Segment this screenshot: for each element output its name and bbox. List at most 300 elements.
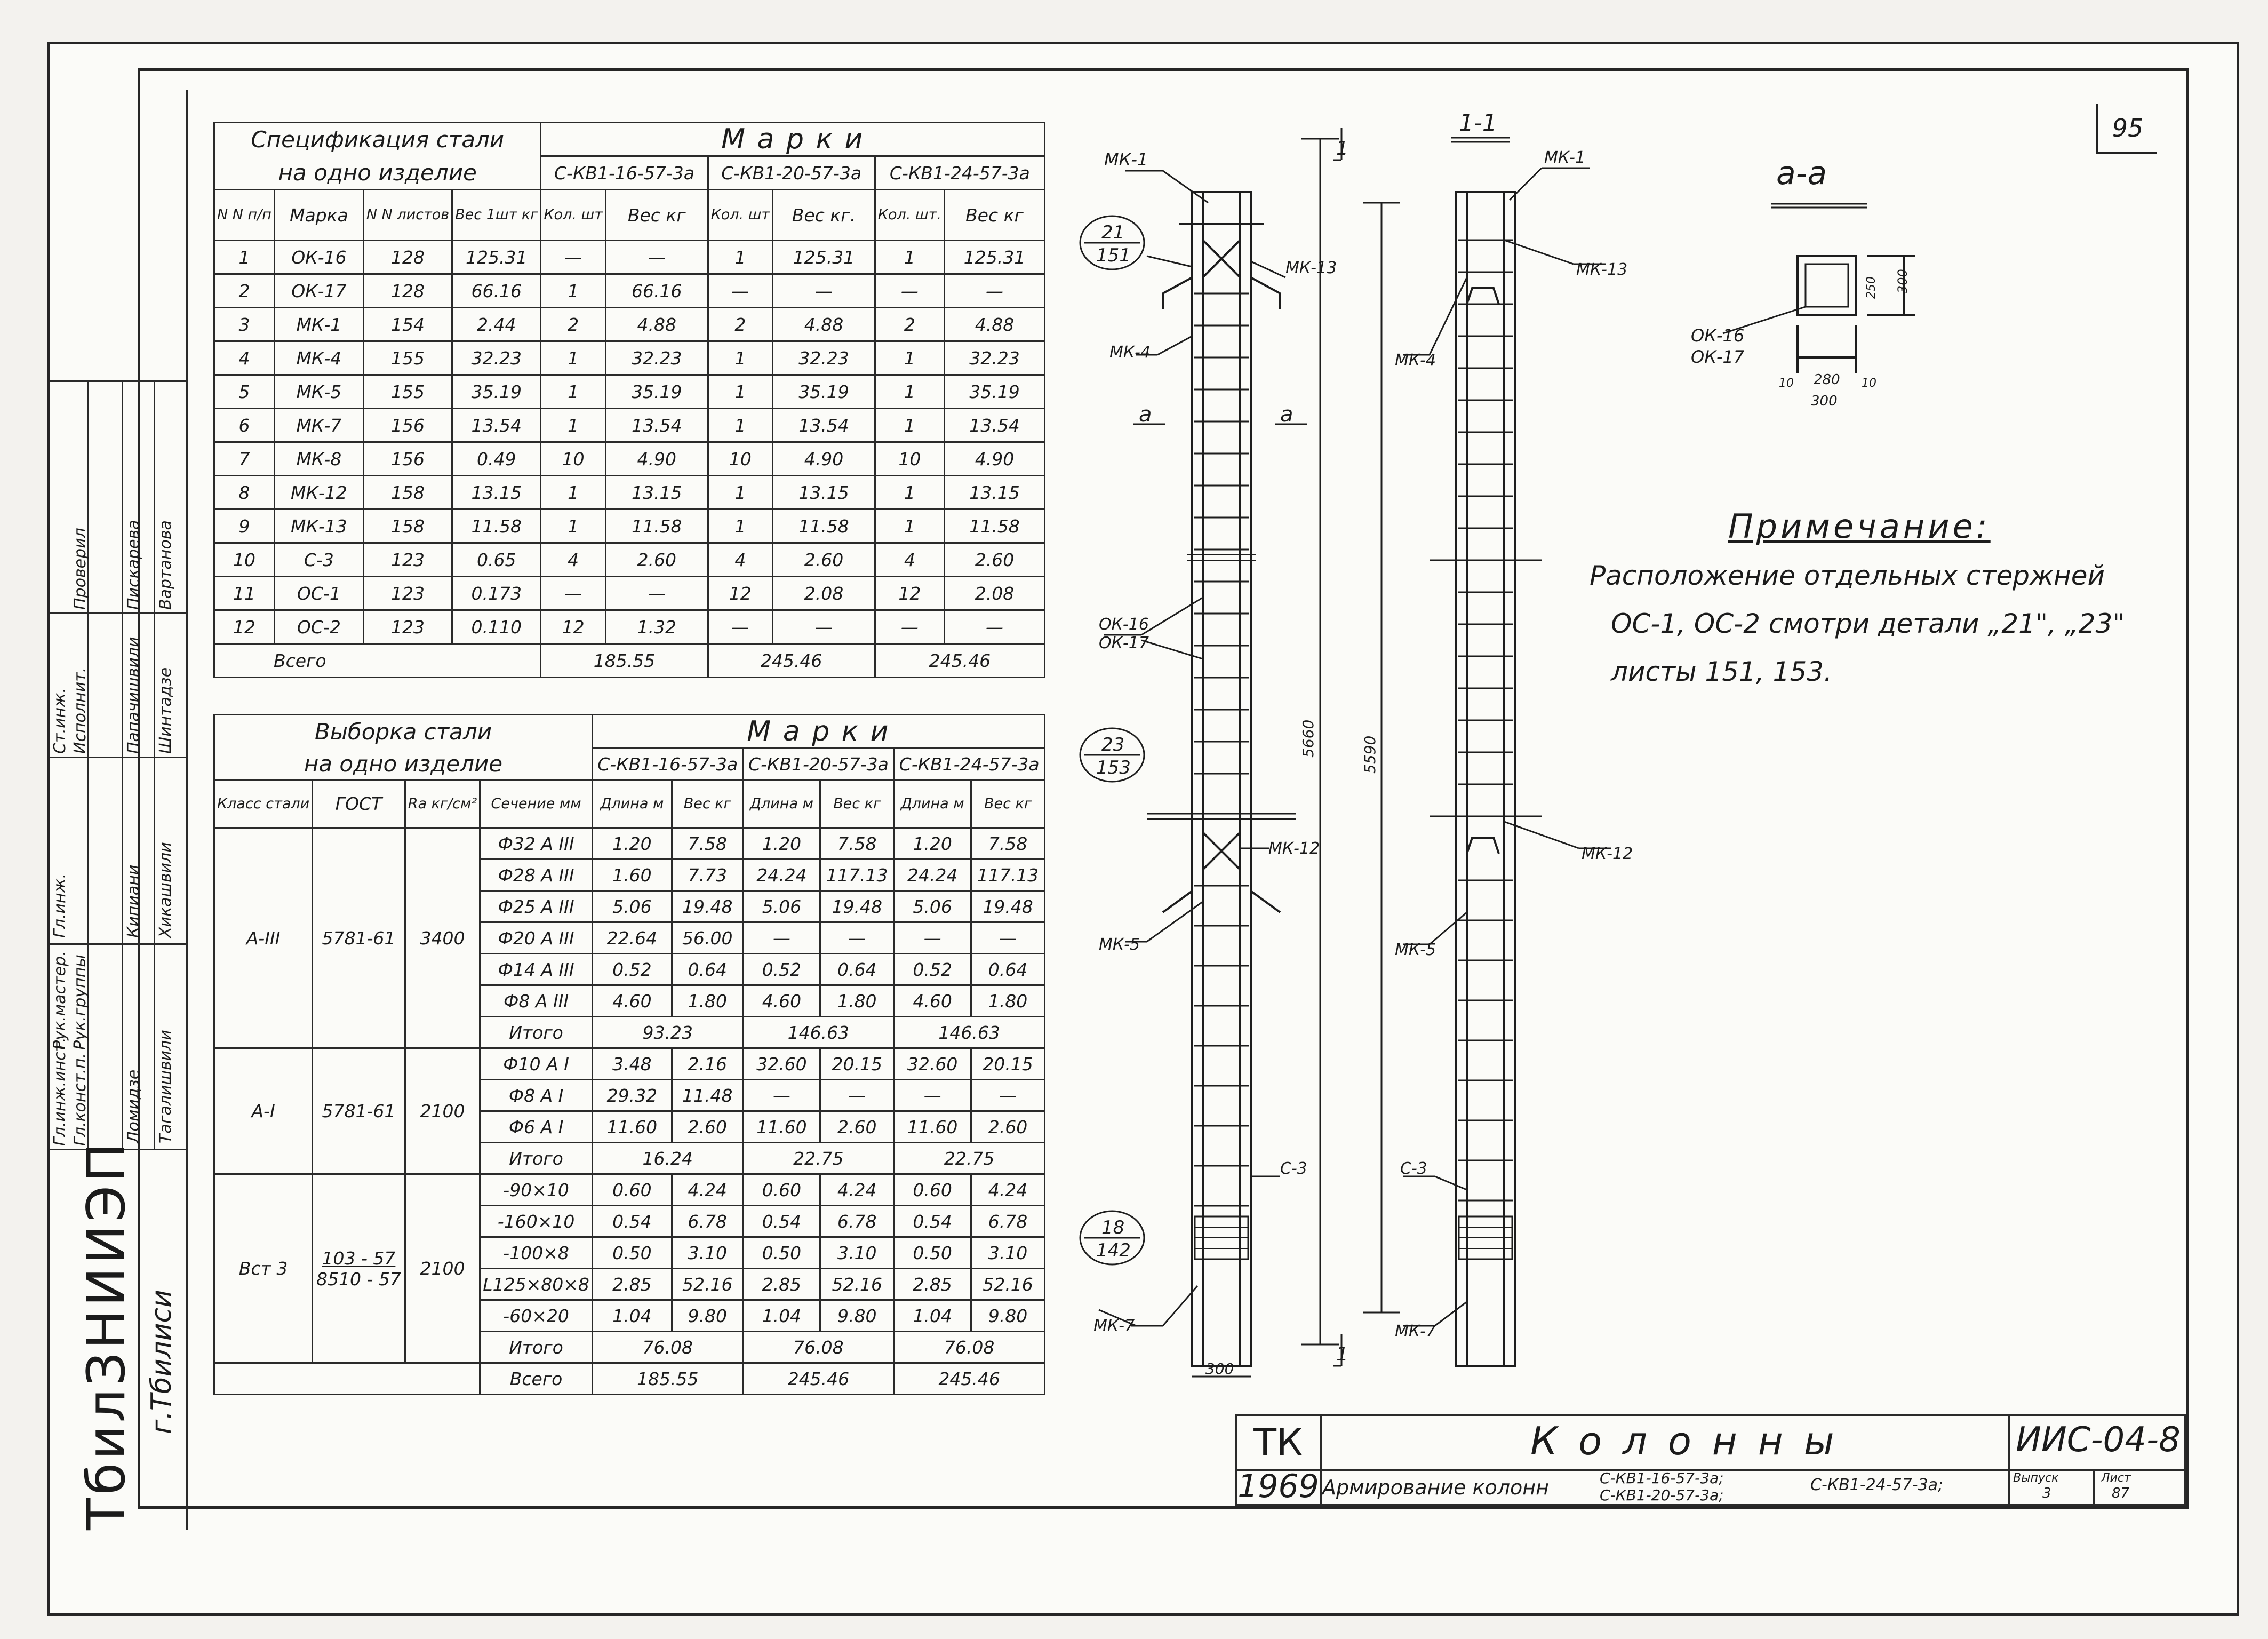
table-cell: ОС-1 (274, 577, 363, 610)
label-c3: С-3 (1400, 1159, 1427, 1178)
table-cell: — (773, 610, 875, 644)
spec-total-label: Всего (214, 644, 541, 678)
label-mk13: МК-13 (1576, 260, 1628, 279)
table-cell: — (971, 922, 1044, 954)
title-block-title: К о л о н н ы (1530, 1419, 1839, 1463)
table-cell: 0.64 (820, 954, 894, 985)
table-cell: 2.44 (452, 308, 541, 341)
table-cell: 52.16 (672, 1269, 743, 1300)
stamp-divider (154, 380, 155, 1149)
table-cell: 2.85 (743, 1269, 820, 1300)
table-cell: С-3 (274, 543, 363, 577)
table-cell: МК-1 (274, 308, 363, 341)
table-cell: 1 (875, 341, 944, 375)
table-cell: 158 (363, 510, 452, 543)
table-cell: Ф10 А I (480, 1048, 593, 1080)
section-mark-1: 1 (1336, 1343, 1348, 1365)
table-row (214, 308, 1045, 341)
table-cell: Ф25 А III (480, 891, 593, 922)
table-row (214, 375, 1045, 409)
table-cell: ОК-16 (274, 241, 363, 274)
table-cell: 5.06 (592, 891, 672, 922)
table-cell: 0.54 (894, 1206, 971, 1237)
table-cell: 1 (541, 375, 606, 409)
table-cell: 3.48 (592, 1048, 672, 1080)
table-cell: 156 (363, 442, 452, 476)
table-cell: 4.90 (605, 442, 708, 476)
label-ok17: ОК-17 (1099, 634, 1149, 653)
table-cell: 56.00 (672, 922, 743, 954)
subtotal-value: 22.75 (894, 1143, 1045, 1174)
sel-subtitle: на одно изделие (214, 749, 593, 780)
sel-brand: С-КВ1-20-57-3а (743, 749, 894, 780)
col-header: Вес кг (605, 190, 708, 241)
table-cell: 32.23 (944, 341, 1044, 375)
note-line: Расположение отдельных стержней (1590, 560, 2105, 591)
stamp-name: Хикашвили (156, 842, 175, 938)
stamp-rule (50, 757, 186, 758)
stamp-role: Проверил (71, 528, 90, 610)
table-cell: 11.58 (773, 510, 875, 543)
dim-5590: 5590 (1361, 735, 1379, 774)
subtotal-label: Итого (480, 1332, 593, 1363)
table-cell: — (894, 1080, 971, 1111)
table-cell: — (894, 922, 971, 954)
dim-300: 300 (1895, 269, 1910, 293)
table-cell: 3 (214, 308, 275, 341)
title-block-sheet: 87 (2112, 1485, 2130, 1501)
title-block-issue-label: Выпуск (2013, 1471, 2059, 1485)
table-cell: 1 (875, 409, 944, 442)
table-cell: 1 (708, 476, 773, 510)
table-cell: 19.48 (672, 891, 743, 922)
subtotal-value: 93.23 (592, 1017, 743, 1048)
detail-151: 151 (1096, 245, 1131, 266)
table-cell: МК-13 (274, 510, 363, 543)
detail-153: 153 (1096, 757, 1131, 778)
table-cell: 4.60 (743, 985, 820, 1017)
spec-brand: С-КВ1-24-57-3а (875, 156, 1044, 190)
table-cell: 1.04 (894, 1300, 971, 1332)
stamp-role: Гл.конст.п. (71, 1053, 90, 1146)
stamp-name: Ломидзе (124, 1069, 143, 1143)
table-cell: 0.54 (592, 1206, 672, 1237)
dim-10: 10 (1779, 377, 1794, 390)
title-block-rule (2093, 1469, 2095, 1504)
table-cell: 123 (363, 543, 452, 577)
col-header: N N листов (363, 190, 452, 241)
table-row (214, 274, 1045, 308)
table-cell: -160×10 (480, 1206, 593, 1237)
table-cell: -60×20 (480, 1300, 593, 1332)
table-cell: 1 (214, 241, 275, 274)
table-cell: 7.58 (971, 828, 1044, 860)
table-cell: 4.24 (971, 1174, 1044, 1206)
table-cell: 1.80 (672, 985, 743, 1017)
table-cell: — (875, 274, 944, 308)
label-ok16: ОК-16 (1099, 615, 1149, 634)
subtotal-value: 22.75 (743, 1143, 894, 1174)
label-mk5: МК-5 (1099, 935, 1140, 954)
table-cell: 29.32 (592, 1080, 672, 1111)
table-cell: — (743, 1080, 820, 1111)
gost-line: 8510 - 57 (316, 1268, 401, 1290)
table-row (214, 543, 1045, 577)
table-cell: 2.60 (820, 1111, 894, 1143)
table-cell: 10 (541, 442, 606, 476)
section-1-1-label: 1-1 (1459, 109, 1497, 137)
table-cell: 9.80 (672, 1300, 743, 1332)
table-cell: 128 (363, 241, 452, 274)
table-cell: 9.80 (971, 1300, 1044, 1332)
table-cell: 0.50 (592, 1237, 672, 1269)
table-cell: МК-8 (274, 442, 363, 476)
label-mk1: МК-1 (1104, 149, 1148, 170)
section-a-a-label: а-а (1776, 155, 1827, 192)
organization-name: ТбилЗНИИЭП (76, 1140, 137, 1530)
table-cell: 2.16 (672, 1048, 743, 1080)
subtotal-value: 16.24 (592, 1143, 743, 1174)
col-header: Кол. шт. (875, 190, 944, 241)
table-cell: 10 (875, 442, 944, 476)
table-cell: 11.60 (592, 1111, 672, 1143)
gost-number: 5781-61 (313, 1048, 405, 1174)
table-cell: 4.24 (820, 1174, 894, 1206)
table-cell: ОК-17 (274, 274, 363, 308)
spec-total: 245.46 (708, 644, 875, 678)
table-cell: 4.90 (944, 442, 1044, 476)
table-cell: 1 (541, 274, 606, 308)
spec-title: Спецификация стали (214, 123, 541, 156)
table-cell: — (605, 577, 708, 610)
label-mk4: МК-4 (1395, 351, 1436, 370)
table-row (214, 241, 1045, 274)
label-mk7: МК-7 (1093, 1317, 1135, 1335)
sel-title: Выборка стали (214, 715, 593, 749)
table-cell: Ф14 А III (480, 954, 593, 985)
table-cell: Ф32 А III (480, 828, 593, 860)
detail-18: 18 (1101, 1217, 1125, 1238)
label-mk12: МК-12 (1582, 845, 1633, 863)
col-header: Длина м (592, 780, 672, 828)
table-row (214, 577, 1045, 610)
table-cell: 4.60 (592, 985, 672, 1017)
stamp-role: Ст.инж. (51, 688, 69, 754)
column-elevation-drawing (1067, 101, 1654, 1403)
table-cell: 0.64 (971, 954, 1044, 985)
table-cell: 12 (214, 610, 275, 644)
table-cell: 1 (541, 476, 606, 510)
col-header: Вес кг (944, 190, 1044, 241)
table-cell: 35.19 (773, 375, 875, 409)
table-cell: 1 (875, 476, 944, 510)
detail-21: 21 (1101, 222, 1125, 243)
col-header: Марка (274, 190, 363, 241)
table-cell: 6.78 (971, 1206, 1044, 1237)
table-cell: 11.60 (894, 1111, 971, 1143)
table-cell: 2.85 (592, 1269, 672, 1300)
sel-total: 245.46 (894, 1363, 1045, 1395)
col-header: Длина м (894, 780, 971, 828)
gost-line: 103 - 57 (322, 1247, 396, 1269)
stamp-name: Кипиани (124, 864, 143, 938)
table-cell: 11.58 (452, 510, 541, 543)
stamp-role: Исполнит. (71, 667, 90, 754)
table-cell: 0.54 (743, 1206, 820, 1237)
stamp-divider (122, 380, 123, 1149)
table-row (214, 341, 1045, 375)
stamp-rule (50, 943, 186, 945)
table-cell: 0.50 (894, 1237, 971, 1269)
stamp-role: Рук.мастер. (51, 951, 69, 1050)
table-cell: МК-4 (274, 341, 363, 375)
table-cell: — (743, 922, 820, 954)
table-cell: — (541, 241, 606, 274)
title-block-series: ИИС-04-8 (2016, 1420, 2181, 1460)
gost-number: 5781-61 (313, 828, 405, 1048)
table-cell: 32.23 (773, 341, 875, 375)
table-cell: — (875, 610, 944, 644)
table-cell: 2 (541, 308, 606, 341)
title-block-tk: ТК (1237, 1416, 1322, 1471)
subtotal-value: 76.08 (743, 1332, 894, 1363)
table-cell: 0.60 (592, 1174, 672, 1206)
table-cell: 2.85 (894, 1269, 971, 1300)
table-cell: 19.48 (820, 891, 894, 922)
table-cell: 2 (214, 274, 275, 308)
table-cell: 1 (708, 375, 773, 409)
table-cell: 10 (214, 543, 275, 577)
detail-142: 142 (1096, 1240, 1131, 1261)
table-cell: 0.52 (743, 954, 820, 985)
stamp-name: Тагалишвили (156, 1030, 175, 1143)
table-cell: 1.60 (592, 860, 672, 891)
table-row (214, 409, 1045, 442)
table-cell: 4.88 (605, 308, 708, 341)
table-cell: 123 (363, 610, 452, 644)
table-cell: 3.10 (672, 1237, 743, 1269)
section-a-a-drawing (1691, 203, 1968, 459)
table-cell: 2 (708, 308, 773, 341)
table-cell: 1 (541, 341, 606, 375)
table-cell: 20.15 (971, 1048, 1044, 1080)
steel-class: Вст 3 (214, 1174, 313, 1363)
table-cell: 155 (363, 341, 452, 375)
subtotal-value: 146.63 (894, 1017, 1045, 1048)
steel-spec-table (213, 122, 1045, 678)
table-cell: 13.15 (605, 476, 708, 510)
table-cell: 32.60 (894, 1048, 971, 1080)
table-cell: 1.20 (592, 828, 672, 860)
table-cell: 7.58 (820, 828, 894, 860)
table-cell: 24.24 (743, 860, 820, 891)
table-cell: 32.23 (605, 341, 708, 375)
sel-total-label: Всего (480, 1363, 593, 1395)
table-cell: 154 (363, 308, 452, 341)
stamp-role: Гл.инж.инст. (51, 1037, 69, 1146)
title-block-year: 1969 (1237, 1469, 1322, 1504)
table-cell: 2.60 (944, 543, 1044, 577)
page-number: 95 (2096, 104, 2157, 154)
subtotal-label: Итого (480, 1143, 593, 1174)
table-cell: — (773, 274, 875, 308)
col-header: Класс стали (214, 780, 313, 828)
col-header: Длина м (743, 780, 820, 828)
title-block-issue: 3 (2042, 1485, 2051, 1501)
label-mk12: МК-12 (1268, 839, 1320, 858)
label-a: а (1139, 402, 1152, 427)
table-cell: 13.54 (452, 409, 541, 442)
col-header: N N п/п (214, 190, 275, 241)
table-cell: 2.60 (971, 1111, 1044, 1143)
note-heading: Примечание: (1728, 507, 1991, 546)
design-resistance: 2100 (405, 1048, 480, 1174)
table-cell: 2 (875, 308, 944, 341)
table-cell: 0.49 (452, 442, 541, 476)
table-cell: L125×80×8 (480, 1269, 593, 1300)
table-cell: 11.58 (944, 510, 1044, 543)
table-cell: 19.48 (971, 891, 1044, 922)
table-cell: 2.60 (773, 543, 875, 577)
table-cell: 3.10 (820, 1237, 894, 1269)
table-cell: — (541, 577, 606, 610)
col-header: ГОСТ (313, 780, 405, 828)
table-cell: — (820, 922, 894, 954)
stamp-name: Папачишвили (124, 636, 143, 754)
table-cell: 6.78 (672, 1206, 743, 1237)
table-cell: 35.19 (452, 375, 541, 409)
table-cell: 13.15 (773, 476, 875, 510)
stamp-rule (50, 380, 186, 382)
table-cell: — (605, 241, 708, 274)
spec-total: 245.46 (875, 644, 1044, 678)
table-cell: 12 (708, 577, 773, 610)
detail-23: 23 (1101, 734, 1125, 755)
table-cell: 11 (214, 577, 275, 610)
table-cell: 0.64 (672, 954, 743, 985)
table-cell: — (708, 610, 773, 644)
table-cell: 66.16 (452, 274, 541, 308)
dim-10: 10 (1862, 377, 1876, 390)
table-cell: 22.64 (592, 922, 672, 954)
table-cell: 2.08 (944, 577, 1044, 610)
table-row (214, 610, 1045, 644)
table-cell: 11.48 (672, 1080, 743, 1111)
table-cell: — (820, 1080, 894, 1111)
table-cell: 158 (363, 476, 452, 510)
dim-300: 300 (1811, 393, 1838, 409)
table-cell: 0.173 (452, 577, 541, 610)
table-cell: 2.60 (605, 543, 708, 577)
spec-brand: С-КВ1-16-57-3а (541, 156, 708, 190)
table-cell: 1 (875, 241, 944, 274)
table-cell: 0.52 (894, 954, 971, 985)
note-line: ОС-1, ОС-2 смотри детали „21", „23" (1611, 608, 2125, 639)
table-cell: 4.88 (773, 308, 875, 341)
table-cell: 8 (214, 476, 275, 510)
table-cell: 4.60 (894, 985, 971, 1017)
col-header: Кол. шт (541, 190, 606, 241)
table-cell: 13.15 (452, 476, 541, 510)
table-cell: 0.52 (592, 954, 672, 985)
title-block-brand: С-КВ1-20-57-3а; (1600, 1486, 1724, 1504)
table-cell: 6.78 (820, 1206, 894, 1237)
table-row (214, 1174, 1045, 1206)
organization-city: г.Тбилиси (146, 1290, 178, 1434)
stamp-rule (50, 612, 186, 614)
col-header: Вес кг (820, 780, 894, 828)
table-cell: 66.16 (605, 274, 708, 308)
table-cell: 20.15 (820, 1048, 894, 1080)
title-block-sheet-label: Лист (2101, 1471, 2131, 1485)
sel-brand: С-КВ1-16-57-3а (592, 749, 743, 780)
table-cell: 5 (214, 375, 275, 409)
table-cell: 5.06 (894, 891, 971, 922)
table-cell: 24.24 (894, 860, 971, 891)
table-cell: 52.16 (971, 1269, 1044, 1300)
table-cell: 7.58 (672, 828, 743, 860)
table-cell: МК-5 (274, 375, 363, 409)
table-cell: 1.04 (592, 1300, 672, 1332)
table-cell: 155 (363, 375, 452, 409)
table-cell: 117.13 (820, 860, 894, 891)
table-cell: 4 (708, 543, 773, 577)
table-cell: 4.90 (773, 442, 875, 476)
table-cell: 6 (214, 409, 275, 442)
stamp-name: Вартанова (156, 520, 175, 610)
table-cell: 11.58 (605, 510, 708, 543)
table-cell: 1 (708, 241, 773, 274)
title-block-subtitle: Армирование колонн (1322, 1476, 1549, 1499)
subtotal-value: 146.63 (743, 1017, 894, 1048)
col-header: Вес 1шт кг (452, 190, 541, 241)
table-cell: 1 (541, 510, 606, 543)
table-cell: 3.10 (971, 1237, 1044, 1269)
dim-300: 300 (1205, 1360, 1234, 1378)
table-cell: 1 (541, 409, 606, 442)
table-cell: 4 (541, 543, 606, 577)
table-cell: 1 (875, 510, 944, 543)
table-cell: 2.60 (672, 1111, 743, 1143)
stamp-column (50, 90, 188, 1530)
table-cell: Ф8 А III (480, 985, 593, 1017)
subtotal-label: Итого (480, 1017, 593, 1048)
spec-marks-header: М а р к и (541, 123, 1045, 156)
table-cell: 10 (708, 442, 773, 476)
table-cell: МК-12 (274, 476, 363, 510)
table-row (214, 1048, 1045, 1080)
table-cell: 4.24 (672, 1174, 743, 1206)
table-cell: 2.08 (773, 577, 875, 610)
steel-class: А-I (214, 1048, 313, 1174)
table-cell: 128 (363, 274, 452, 308)
table-cell: 13.54 (773, 409, 875, 442)
table-cell: 5.06 (743, 891, 820, 922)
table-cell: Ф20 А III (480, 922, 593, 954)
table-cell: 11.60 (743, 1111, 820, 1143)
table-cell: 1.80 (971, 985, 1044, 1017)
table-cell: Ф8 А I (480, 1080, 593, 1111)
table-cell: — (944, 274, 1044, 308)
table-cell: 35.19 (605, 375, 708, 409)
table-cell: 4 (214, 341, 275, 375)
steel-class: А-III (214, 828, 313, 1048)
table-cell: МК-7 (274, 409, 363, 442)
table-cell: 9.80 (820, 1300, 894, 1332)
table-cell: 7.73 (672, 860, 743, 891)
sel-marks-header: М а р к и (592, 715, 1044, 749)
table-row (214, 476, 1045, 510)
